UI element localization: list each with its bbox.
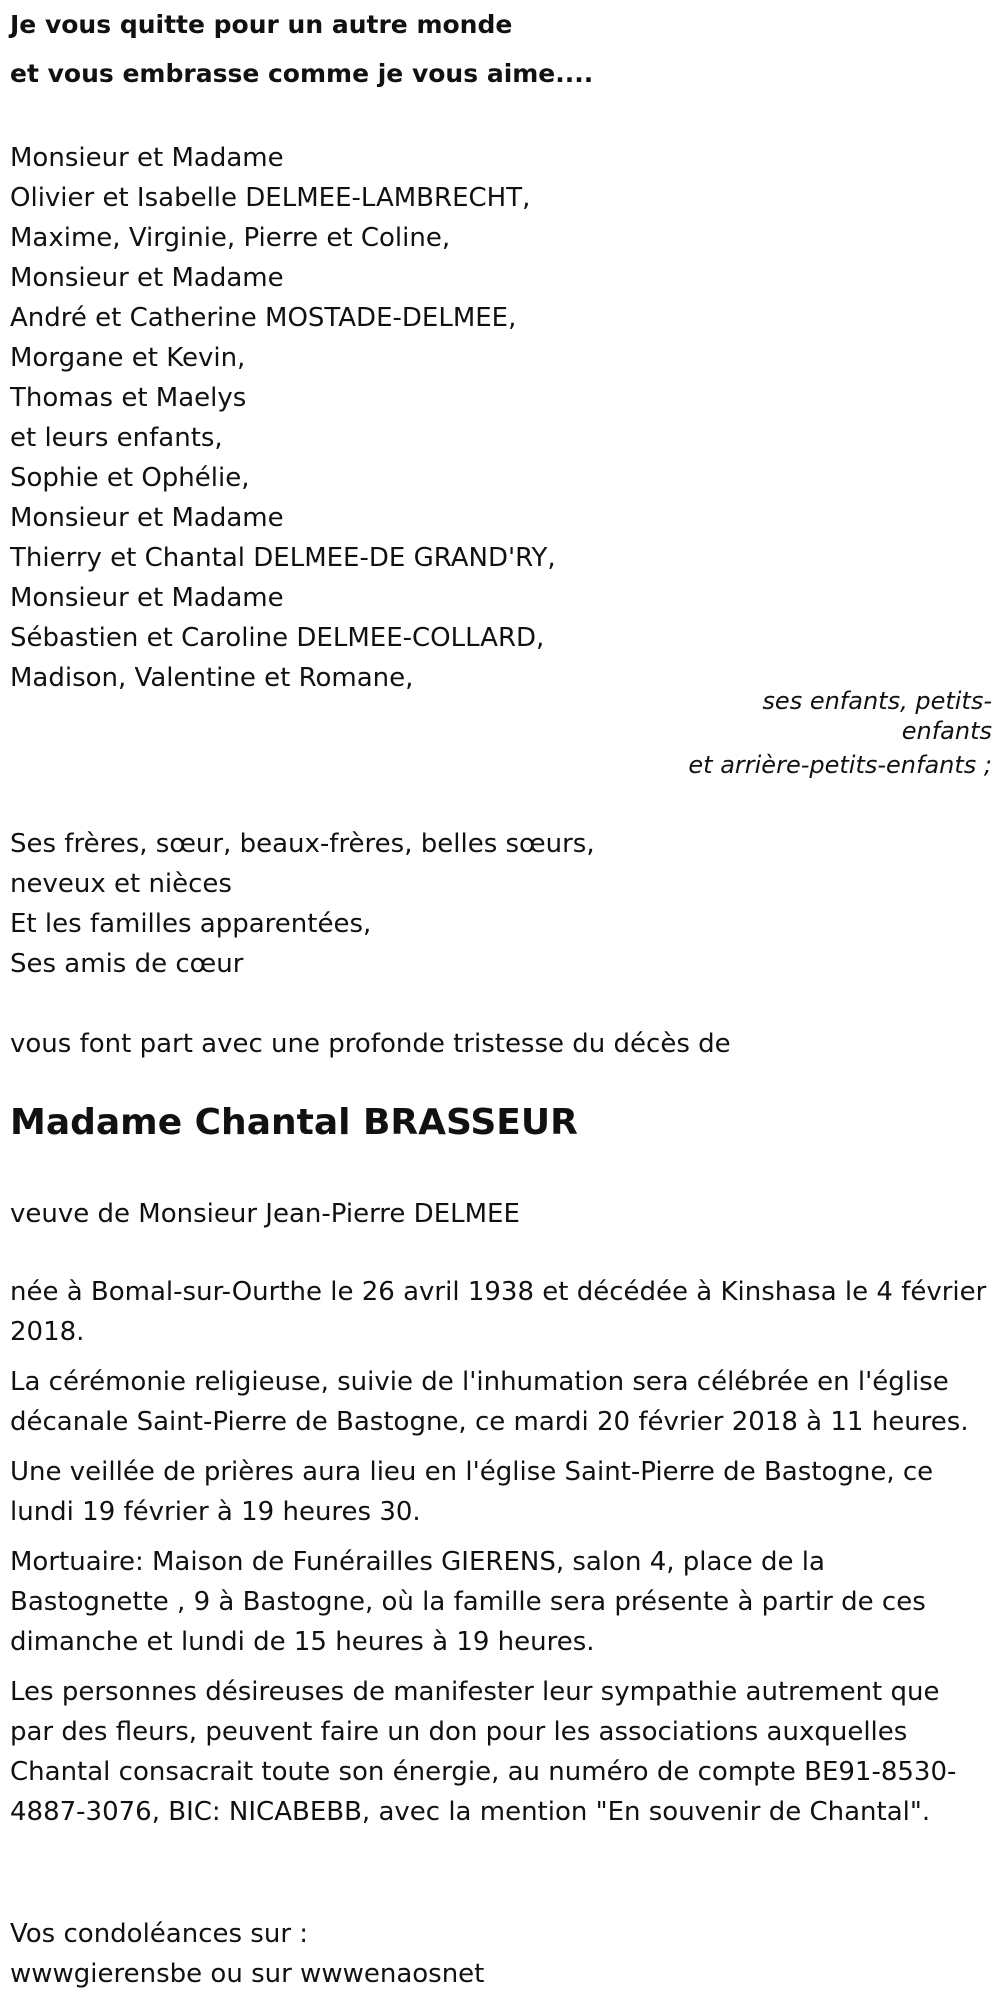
relatives-line: neveux et nièces <box>10 869 232 899</box>
funeral-home-paragraph: Mortuaire: Maison de Funérailles GIERENS, salon 4, place de la Bastognette , 9 à Bastogne, où la famille sera présente à partir de ces dimanche et lundi de 15 heures à 19 heures. <box>10 1547 926 1657</box>
birth-death-paragraph: née à Bomal-sur-Ourthe le 26 avril 1938 et décédée à Kinshasa le 4 février 2018. <box>10 1277 987 1347</box>
family-line: Maxime, Virginie, Pierre et Coline, <box>10 223 451 253</box>
vigil-paragraph: Une veillée de prières aura lieu en l'église Saint-Pierre de Bastogne, ce lundi 19 février à 19 heures 30. <box>10 1457 934 1527</box>
widow-of: veuve de Monsieur Jean-Pierre DELMEE <box>10 1199 520 1229</box>
family-line: Thomas et Maelys <box>10 383 247 413</box>
other-relatives-list <box>10 824 595 984</box>
family-line: Sébastien et Caroline DELMEE-COLLARD, <box>10 623 545 653</box>
family-line: André et Catherine MOSTADE-DELMEE, <box>10 303 517 333</box>
deceased-name: Madame Chantal BRASSEUR <box>10 1102 578 1143</box>
family-line: Monsieur et Madame <box>10 143 284 173</box>
intro-line-1: Je vous quitte pour un autre monde <box>10 10 513 39</box>
relation-line-1: ses enfants, petits-enfants <box>762 687 992 745</box>
family-line: Thierry et Chantal DELMEE-DE GRAND'RY, <box>10 543 556 573</box>
ceremony-paragraph: La cérémonie religieuse, suivie de l'inhumation sera célébrée en l'église décanale Saint-Pierre de Bastogne, ce mardi 20 février 2018 à 11 heures. <box>10 1367 969 1437</box>
family-line: Monsieur et Madame <box>10 263 284 293</box>
family-line: Monsieur et Madame <box>10 583 284 613</box>
relatives-line: Et les familles apparentées, <box>10 909 372 939</box>
family-line: Madison, Valentine et Romane, <box>10 663 414 693</box>
family-line: et leurs enfants, <box>10 423 223 453</box>
family-list <box>10 138 1000 698</box>
condolences-links: wwwgierensbe ou sur wwwenaosnet <box>10 1959 485 1989</box>
donation-paragraph: Les personnes désireuses de manifester leur sympathie autrement que par des fleurs, peuvent faire un don pour les associations auxquelles Chantal consacrait toute son énergie, au numéro de compte BE91-8530-4887-3076, BIC: NICABEBB, avec la mention "En souvenir de Chantal". <box>10 1677 957 1827</box>
condolences-label: Vos condoléances sur : <box>10 1919 309 1949</box>
family-line: Sophie et Ophélie, <box>10 463 250 493</box>
announcement: vous font part avec une profonde tristesse du décès de <box>10 1029 731 1059</box>
family-line: Olivier et Isabelle DELMEE-LAMBRECHT, <box>10 183 531 213</box>
relation-line-2: et arrière-petits-enfants ; <box>688 751 992 779</box>
obituary-page <box>10 0 1000 1989</box>
details-section <box>10 1272 990 1842</box>
family-line: Monsieur et Madame <box>10 503 284 533</box>
family-line: Morgane et Kevin, <box>10 343 246 373</box>
relatives-line: Ses frères, sœur, beaux-frères, belles sœurs, <box>10 829 595 859</box>
relatives-line: Ses amis de cœur <box>10 949 244 979</box>
intro-line-2: et vous embrasse comme je vous aime.... <box>10 59 594 88</box>
condolences <box>10 1914 484 1994</box>
